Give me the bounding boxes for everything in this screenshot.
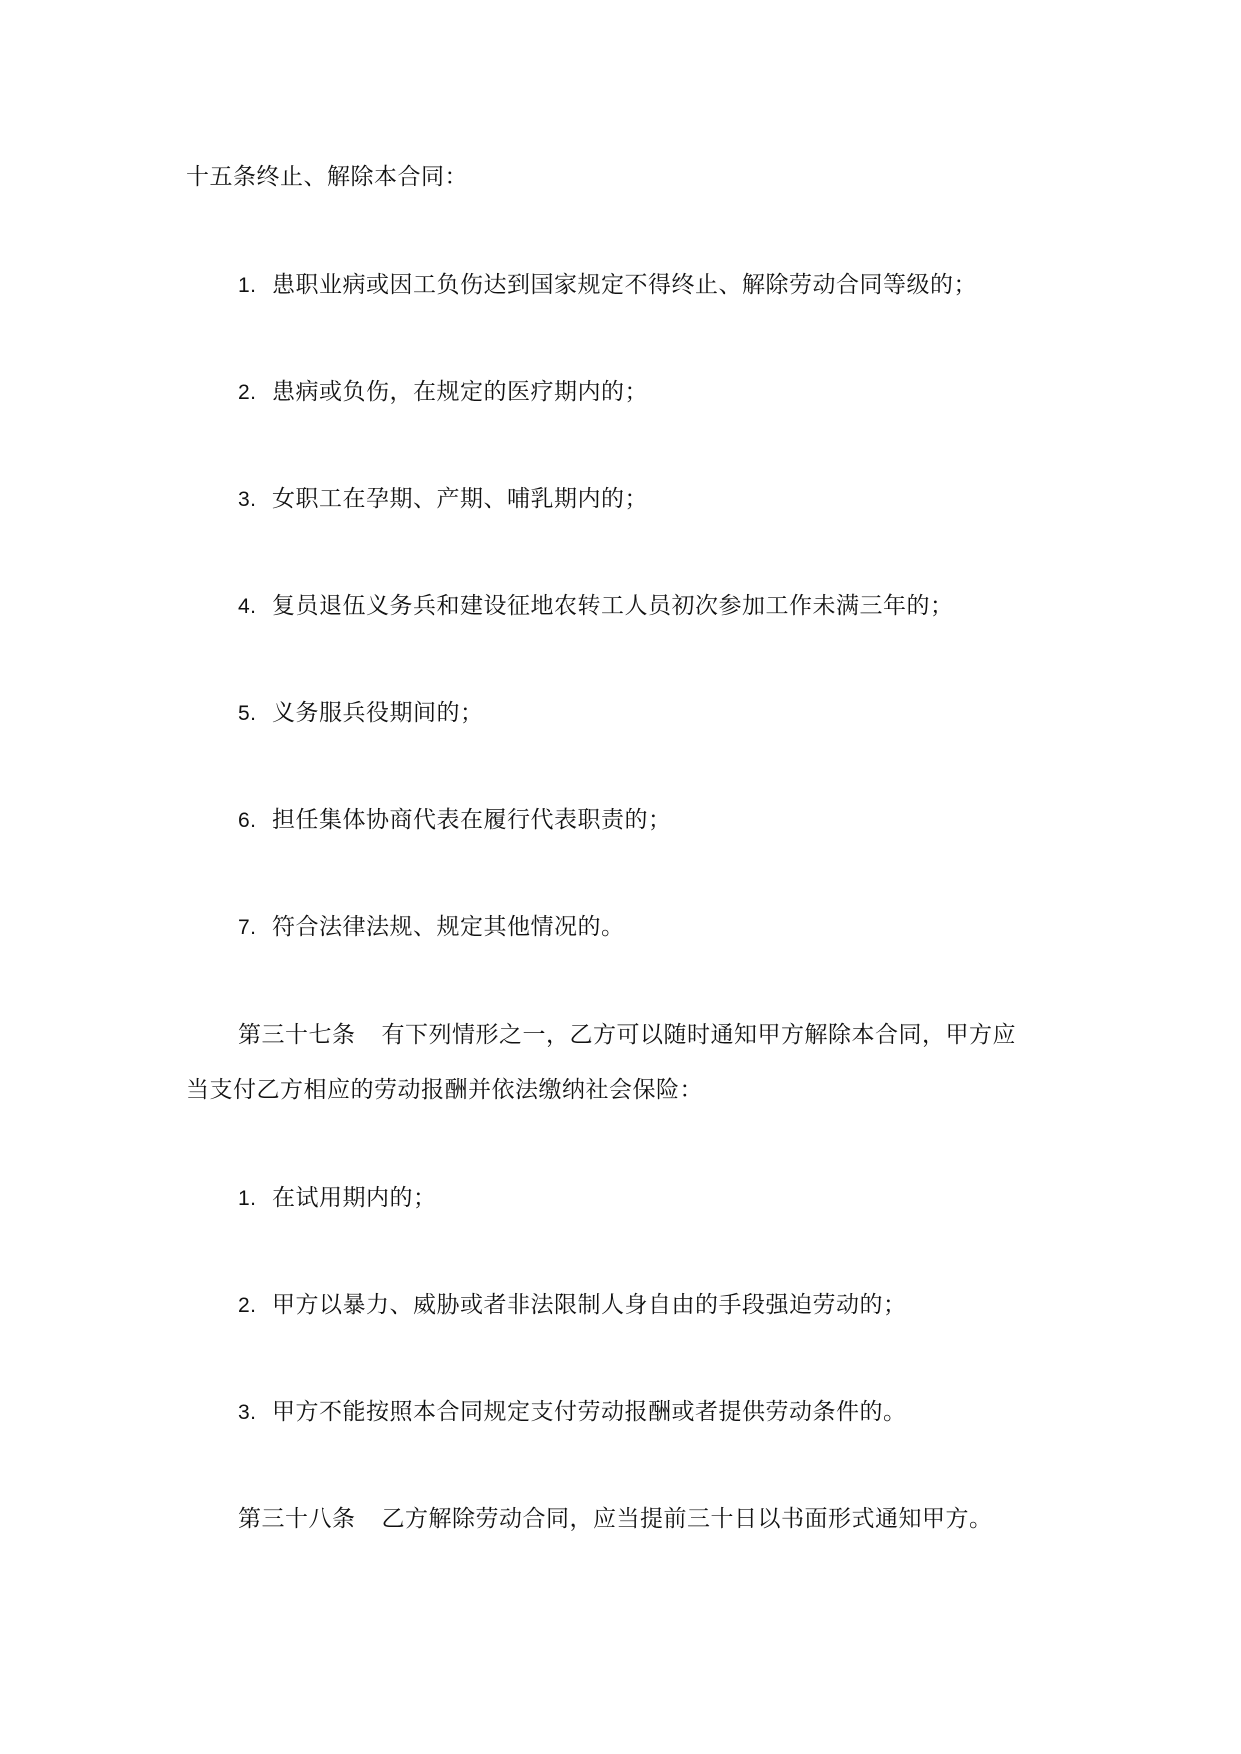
article-37-title: 第三十七条 [238,1022,356,1048]
list-number: 6. [238,809,257,832]
list-item [238,484,648,515]
list-text: 义务服兵役期间的； [272,700,484,726]
list-item [238,377,648,408]
list-number: 2. [238,1294,257,1317]
list-text: 复员退伍义务兵和建设征地农转工人员初次参加工作未满三年的； [272,593,954,619]
list-number: 4. [238,595,257,618]
list-item [238,1183,437,1214]
list-text: 女职工在孕期、产期、哺乳期内的； [272,486,648,512]
list-number: 2. [238,381,257,404]
list-item [238,912,625,943]
list-number: 1. [238,274,257,297]
list-number: 1. [238,1187,257,1210]
list-number: 5. [238,702,257,725]
list-text: 患职业病或因工负伤达到国家规定不得终止、解除劳动合同等级的； [272,272,977,298]
list-text: 在试用期内的； [272,1185,437,1211]
list-item [238,698,484,729]
list-text: 担任集体协商代表在履行代表职责的； [272,807,672,833]
list-item [238,805,672,836]
article-37-text-1: 有下列情形之一，乙方可以随时通知甲方解除本合同，甲方应 [381,1022,1016,1048]
list-item [238,591,954,622]
article-38 [238,1504,993,1534]
list-text: 甲方不能按照本合同规定支付劳动报酬或者提供劳动条件的。 [272,1399,907,1425]
article-37-line-2: 当支付乙方相应的劳动报酬并依法缴纳社会保险： [186,1077,703,1103]
list-text: 甲方以暴力、威胁或者非法限制人身自由的手段强迫劳动的； [272,1292,907,1318]
list-number: 3. [238,488,257,511]
article-38-title: 第三十八条 [238,1506,356,1532]
list-number: 7. [238,916,257,939]
article-38-text: 乙方解除劳动合同，应当提前三十日以书面形式通知甲方。 [381,1506,993,1532]
list-text: 患病或负伤，在规定的医疗期内的； [272,379,648,405]
list-text: 符合法律法规、规定其他情况的。 [272,914,625,940]
list-item [238,270,977,301]
list-number: 3. [238,1401,257,1424]
section-heading: 十五条终止、解除本合同： [186,164,468,190]
article-37-line-1 [238,1020,1016,1050]
list-item [238,1290,907,1321]
list-item [238,1397,907,1428]
